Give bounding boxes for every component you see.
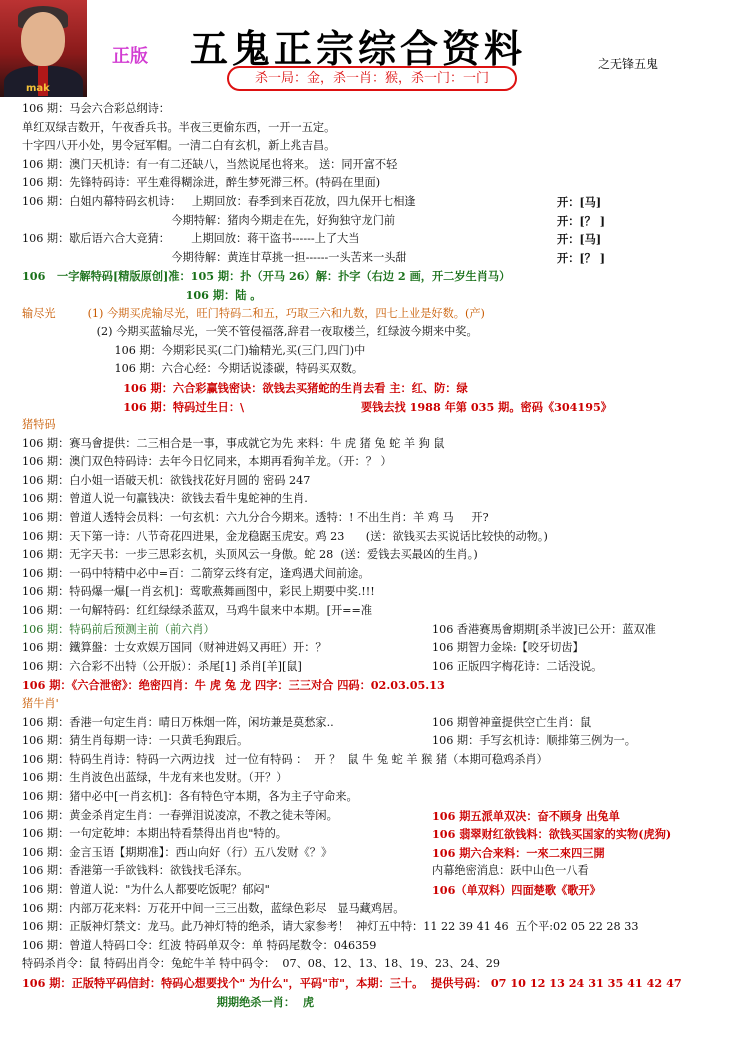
content-line (22, 844, 740, 863)
line-open-result: 开：[？ ] (557, 250, 606, 265)
line-open-result: 开：[马] (557, 194, 602, 209)
content-line (22, 416, 740, 435)
content-line (22, 137, 740, 156)
content-line (22, 825, 740, 844)
content-line (22, 788, 740, 807)
content-line (22, 360, 740, 379)
line-text: 单红双绿吉数开，午夜香兵书。半夜三更偷东西，一开一五定。 (22, 120, 336, 134)
line-second-column: 106 期五派单双决：奋不顾身 出兔单 (432, 808, 620, 823)
content-line (22, 119, 740, 138)
subtitle-banner: 杀一局：金，杀一肖：猴，杀一门：一门 (227, 66, 517, 91)
content-line (22, 937, 740, 956)
content-line (22, 621, 740, 640)
line-text: 106 期：曾道人透特会员料：一句玄机：六九分合今期来。透特：! 不出生肖：羊 鸡 马 开? (22, 511, 489, 525)
line-text: 猪特码 (22, 418, 56, 432)
content-line (22, 583, 740, 602)
line-text: 106 期：六合心经：今期话说漆碳，特码买双数。 (22, 362, 364, 376)
content-line (22, 453, 740, 472)
content-line (22, 472, 740, 491)
line-text: 106 期：先锋特码诗：平生难得糊涂进，醉生梦死滞三杯。(特码在里面) (22, 176, 381, 190)
line-text: 106 期：天下第一诗：八节奇花四进果，金龙稳踞玉虎安。鸡 23 (送：欲钱买去买说话比较快的动物。) (22, 529, 548, 543)
content-line (22, 156, 740, 175)
line-text: 猪牛肖' (22, 697, 59, 710)
line-text: 106 期：歇后语六合大竞猜： 上期回放：蒋干盗书------上了大当 (22, 232, 360, 246)
portrait-face (21, 12, 65, 66)
line-text: 106 期：马会六合彩总纲诗： (22, 102, 170, 115)
content-line (22, 993, 740, 1012)
content-line (22, 305, 740, 324)
line-second-column: 106 正版四字梅花诗：二话没说。 (432, 659, 603, 673)
line-text: 106 期：正版神灯禁文：龙马。此乃神灯特的绝杀，请大家参考！ 神灯五中特：11 22 39 41 46 五个平:02 05 22 28 33 (22, 920, 639, 934)
line-text: 106 期：曾道人说一句赢钱决：欲钱去看牛鬼蛇神的生肖. (22, 492, 308, 506)
page-title: 五鬼正宗综合资料 (190, 26, 527, 71)
content-line (22, 230, 740, 249)
line-text: 106 期：澳门双色特码诗：去年今日忆同来，本期再看狗羊龙。（开：？ ） (22, 455, 392, 469)
line-text: 106 期：内部万花来料：万花开中间一三三出数，蓝绿色彩尽 显马藏鸡居。 (22, 901, 405, 915)
line-text: 106 期：生肖波色出蓝绿，牛龙有来也发财。（开？） (22, 771, 288, 785)
content-line (22, 379, 740, 398)
content-line (22, 639, 740, 658)
line-text: 106 期：鐵算盤：士女欢娱万国同（财神进妈又再旺）开：？ (22, 641, 327, 655)
line-text: 106 期：正版特平码信封：特码心想要找个" 为什么"，平码"市"，本期：三十。 提供号码： 07 10 12 13 24 31 35 41 42 47 (22, 975, 682, 990)
content-line (22, 267, 740, 286)
line-text: 输尽光 (1) 今期买虎输尽光，旺门特码二和五，巧取三六和九数，四七上业是好数。(产) (22, 306, 485, 320)
content-line (22, 100, 740, 119)
content-list (22, 100, 740, 1011)
line-text: 106 期：香港第一手欲钱料：欲钱找毛泽东。 (22, 864, 249, 878)
content-line (22, 751, 740, 770)
content-line (22, 900, 740, 919)
content-line (22, 509, 740, 528)
content-line (22, 490, 740, 509)
content-line (22, 769, 740, 788)
content-line (22, 323, 740, 342)
content-line (22, 212, 740, 231)
line-text: 106 一字解特码[精版原创]准：105 期：扑（开马 26）解：扑字（右边 2 画，开二岁生肖马） (22, 269, 511, 284)
line-text: 106 期：今期彩民买(二门)输精光,买(三门,四门)中 (22, 343, 366, 357)
line-second-column: 106 香港赛馬會期期[杀半波]已公开：蓝双准 (432, 622, 656, 636)
line-text: (2) 今期买蓝输尽光，一笑不管侵福落,辞君一夜取楼兰，红绿波今期来中奖。 (22, 325, 478, 339)
line-text: 今期特解：猪肉今期走在先，好狗独守龙门前 (22, 213, 396, 227)
line-text: 特码杀肖令：鼠 特码出肖令：兔蛇牛羊 特中码令： 07、08、12、13、18、19、23、24、29 (22, 957, 500, 971)
edition-label: 正版 (112, 46, 148, 67)
content-line (22, 342, 740, 361)
content-line (22, 193, 740, 212)
line-text: 106 期：特码生肖诗：特码一六两边找 过一位有特码 ： 开 ？ 鼠 牛 兔 蛇 羊 猴 猪（本期可稳鸡杀肖） (22, 752, 548, 766)
line-text: 106 期：黄金杀肖定生肖：一春弹泪说凌凉，不教之徒未等闲。 (22, 808, 338, 822)
photo-watermark: mak (26, 83, 50, 94)
content-line (22, 658, 740, 677)
line-text: 106 期：曾道人说："为什么人都要吃饭呢？郁闷" (22, 882, 270, 896)
content-line (22, 174, 740, 193)
line-second-column: 106 期：手写玄机诗：顺排第三例为一。 (432, 734, 636, 748)
content-line (22, 398, 740, 417)
line-open-result: 开：[马] (557, 232, 602, 247)
line-text: 106 期：猪中必中[一肖玄机]：各有特色守本期，各为主子守命来。 (22, 789, 358, 803)
line-text: 106 期：《六合泄密》：绝密四肖：牛 虎 兔 龙 四字：三三对合 四码：02.03.05.13 (22, 678, 445, 693)
line-second-column: 106 期智力金垛:【咬牙切齿】 (432, 641, 584, 655)
content-line (22, 602, 740, 621)
content-line (22, 249, 740, 268)
line-text: 106 期：一句解特码：红红绿绿杀蓝双，马鸡牛鼠来中本期。[开==准 (22, 604, 373, 618)
line-second-column: 106（单双料）四面楚歌《歌开》 (432, 882, 601, 897)
line-text: 106 期：赛马會提供：二三相合是一事，事成就它为先 来料：牛 虎 猪 兔 蛇 羊 狗 鼠 (22, 436, 445, 450)
content-line (22, 676, 740, 695)
line-text: 106 期：特码前后预测主前（前六肖） (22, 622, 215, 636)
content-line (22, 714, 740, 733)
content-line (22, 918, 740, 937)
content-line (22, 528, 740, 547)
content-line (22, 807, 740, 826)
content-line (22, 732, 740, 751)
line-second-column: 106 翡翠财红欲钱料：欲钱买国家的实物(虎狗) (432, 827, 672, 842)
portrait-photo (0, 0, 87, 97)
content-line (22, 286, 740, 305)
line-text: 期期绝杀一肖： 虎 (22, 994, 315, 1009)
line-text: 106 期：白小姐一语破天机：欲钱找花好月圆的 密码 247 (22, 473, 311, 487)
line-text: 106 期：澳门天机诗：有一有二还缺八，当然说尾也将来。 送：同开富不轻 (22, 157, 398, 171)
content-line (22, 695, 740, 714)
content-line (22, 435, 740, 454)
line-text: 106 期：特码过生日：\ 要钱去找 1988 年第 035 期。密码《304195》 (22, 399, 612, 414)
line-second-column: 106 期六合来料：一來二來四三開 (432, 845, 605, 860)
line-text: 106 期：无字天书：一步三思彩玄机，头顶风云一身傲。蛇 28 (送：爱钱去买最凶的生肖。) (22, 548, 478, 562)
content-line (22, 546, 740, 565)
content-line (22, 881, 740, 900)
line-text: 今期待解：黄连甘草挑一担------一头苦来一头甜 (22, 250, 407, 264)
line-text: 106 期：一句定乾坤：本期出特看禁得出肖也"特的。 (22, 827, 287, 841)
line-text: 十字四八开小处，男令冠军帽。一清二白有玄机，新上兆吉昌。 (22, 139, 336, 153)
slogan-text: 之无锋五鬼 (598, 57, 659, 71)
line-open-result: 开：[？ ] (557, 213, 606, 228)
content-line (22, 565, 740, 584)
line-text: 106 期：香港一句定生肖：晴日万株烟一阵，闲坊兼是莫愁家.. (22, 715, 334, 729)
line-second-column: 内幕绝密消息：跃中山色一八看 (432, 864, 589, 878)
line-text: 106 期：特码爆一爆[一肖玄机]：莺歌燕舞画图中，彩民上期要中奖.!!! (22, 585, 375, 599)
line-text: 106 期：曾道人特码口令：红波 特码单双令：单 特码尾数令：046359 (22, 938, 377, 952)
content-line (22, 974, 740, 993)
line-text: 106 期：猜生肖每期一诗：一只黄毛狗跟后。 (22, 734, 249, 748)
content-line (22, 862, 740, 881)
line-second-column: 106 期曾神童提供空亡生肖：鼠 (432, 715, 592, 729)
line-text: 106 期：金言玉语【期期准】：西山向好（行）五八发财《？》 (22, 845, 333, 859)
line-text: 106 期：白姐内幕特码玄机诗： 上期回放：春季到来百花放，四九保开七相逢 (22, 194, 416, 208)
line-text: 106 期：六合彩不出特（公开版）：杀尾[1] 杀肖[羊][鼠] (22, 659, 302, 673)
line-text: 106 期：陆 。 (22, 287, 262, 302)
content-line (22, 955, 740, 974)
line-text: 106 期：一码中特精中必中=百：二箭穿云终有定，逢鸡遇犬间前途。 (22, 566, 370, 580)
line-text: 106 期：六合彩赢钱密诀：欲钱去买猪蛇的生肖去看 主：红、防：绿 (22, 380, 468, 395)
